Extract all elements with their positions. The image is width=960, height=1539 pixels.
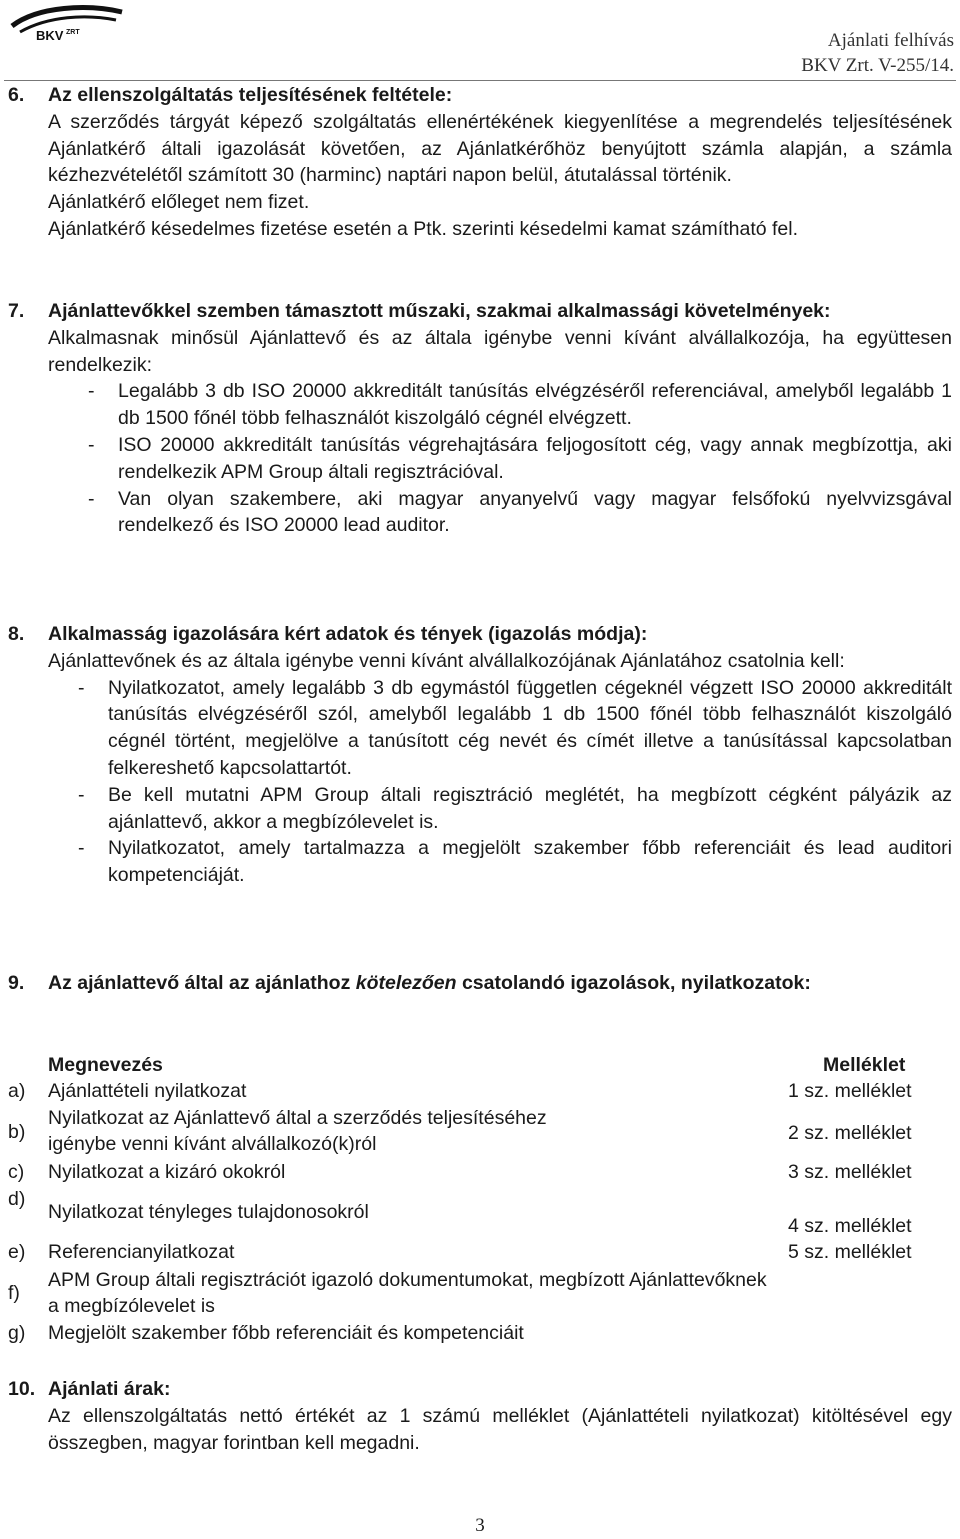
list-item: - Be kell mutatni APM Group általi regisztráció meglétét, ha megbízott cégként pályázik az ajánlattevő, akkor a megbízólevelet is.: [78, 783, 952, 833]
section-6-title: Az ellenszolgáltatás teljesítésének feltétele:: [48, 84, 453, 106]
section-7-intro: Alkalmasnak minősül Ajánlattevő és az általa igénybe venni kívánt alvállalkozója, ha együttesen rendelkezik:: [48, 326, 952, 376]
list-item: - ISO 20000 akkreditált tanúsítás végrehajtására feljogosított cég, vagy annak megbízottja, aki rendelkezik APM Group általi regisztrációval.: [88, 433, 952, 483]
svg-text:BKV: BKV: [36, 28, 64, 43]
section-6-line-interest: Ajánlatkérő késedelmes fizetése esetén a Ptk. szerinti késedelmi kamat számítható fel.: [48, 217, 799, 240]
section-6-paragraph: A szerződés tárgyát képező szolgáltatás ellenértékének kiegyenlítése a megrendelés teljesítésének Ajánlatkérő általi igazolását követően, az Ajánlatkérőhöz benyújtott számla alapján, a számla kézhezvételétől számított 30 (harminc) naptári napon belül, átutalással történik.: [48, 110, 952, 187]
list-item: - Legalább 3 db ISO 20000 akkreditált tanúsítás elvégzéséről referenciával, amelyből legalább 1 db 1500 főnél több felhasználót kiszolgáló cégnél elvégzett.: [88, 380, 952, 430]
page-number: 3: [475, 1515, 485, 1536]
section-8-intro: Ajánlattevőnek és az általa igénybe venni kívánt alvállalkozójának Ajánlatához csatolnia kell:: [48, 649, 845, 672]
section-8-title: Alkalmasság igazolására kért adatok és tények (igazolás módja):: [48, 623, 648, 645]
list-item: - Nyilatkozatot, amely tartalmazza a megjelölt szakember főbb referenciáit és lead auditori kompetenciáját.: [78, 837, 952, 887]
header-divider: [4, 80, 956, 81]
bkv-logo-icon: [8, 4, 126, 44]
section-7-title: Ajánlattevőkkel szemben támasztott műszaki, szakmai alkalmassági követelmények:: [48, 300, 831, 322]
section-7: [8, 298, 952, 539]
list-item: - Nyilatkozatot, amely legalább 3 db egymástól független cégeknél végzett ISO 20000 akkreditált tanúsítás elvégzéséről szól, amelyből legalább 1 db 1500 főnél több felhasználót kiszolgáló cégnél történt, megjelölve a tanúsított cég nevét és címét illetve a tanúsítással kapcsolatban felkereshető kapcsolattartót.: [78, 676, 952, 779]
section-9: [8, 970, 952, 997]
section-10: [8, 1376, 952, 1456]
header-title: Ajánlati felhívás: [827, 30, 954, 51]
column-header-attachment: Melléklet: [823, 1054, 906, 1076]
section-7-number: 7.: [8, 300, 25, 322]
section-7-list: [88, 378, 952, 539]
section-9-title: Az ajánlattevő által az ajánlathoz kötelezően csatolandó igazolások, nyilatkozatok:: [48, 972, 811, 994]
header-reference: BKV Zrt. V-255/14.: [801, 55, 954, 76]
section-6: [8, 82, 952, 243]
bkv-logo: [8, 4, 126, 44]
list-item: - Van olyan szakembere, aki magyar anyanyelvű vagy magyar felsőfokú nyelvvizsgával rendelkező és ISO 20000 lead auditor.: [88, 487, 952, 537]
section-10-paragraph: Az ellenszolgáltatás nettó értékét az 1 számú melléklet (Ajánlattételi nyilatkozat) kitöltésével egy összegben, magyar forintban kell megadni.: [48, 1404, 952, 1454]
column-header-name: Megnevezés: [48, 1054, 163, 1076]
section-6-line-advance: Ajánlatkérő előleget nem fizet.: [48, 191, 310, 214]
section-10-title: Ajánlati árak:: [48, 1378, 171, 1400]
section-10-number: 10.: [8, 1378, 36, 1400]
section-9-title-emphasis: kötelezően: [355, 972, 457, 994]
document-header: [801, 28, 954, 78]
section-8: [8, 621, 952, 889]
section-6-number: 6.: [8, 84, 25, 106]
section-8-list: [78, 675, 952, 889]
svg-text:ZRT: ZRT: [66, 29, 80, 36]
section-9-number: 9.: [8, 972, 25, 994]
section-8-number: 8.: [8, 623, 25, 645]
